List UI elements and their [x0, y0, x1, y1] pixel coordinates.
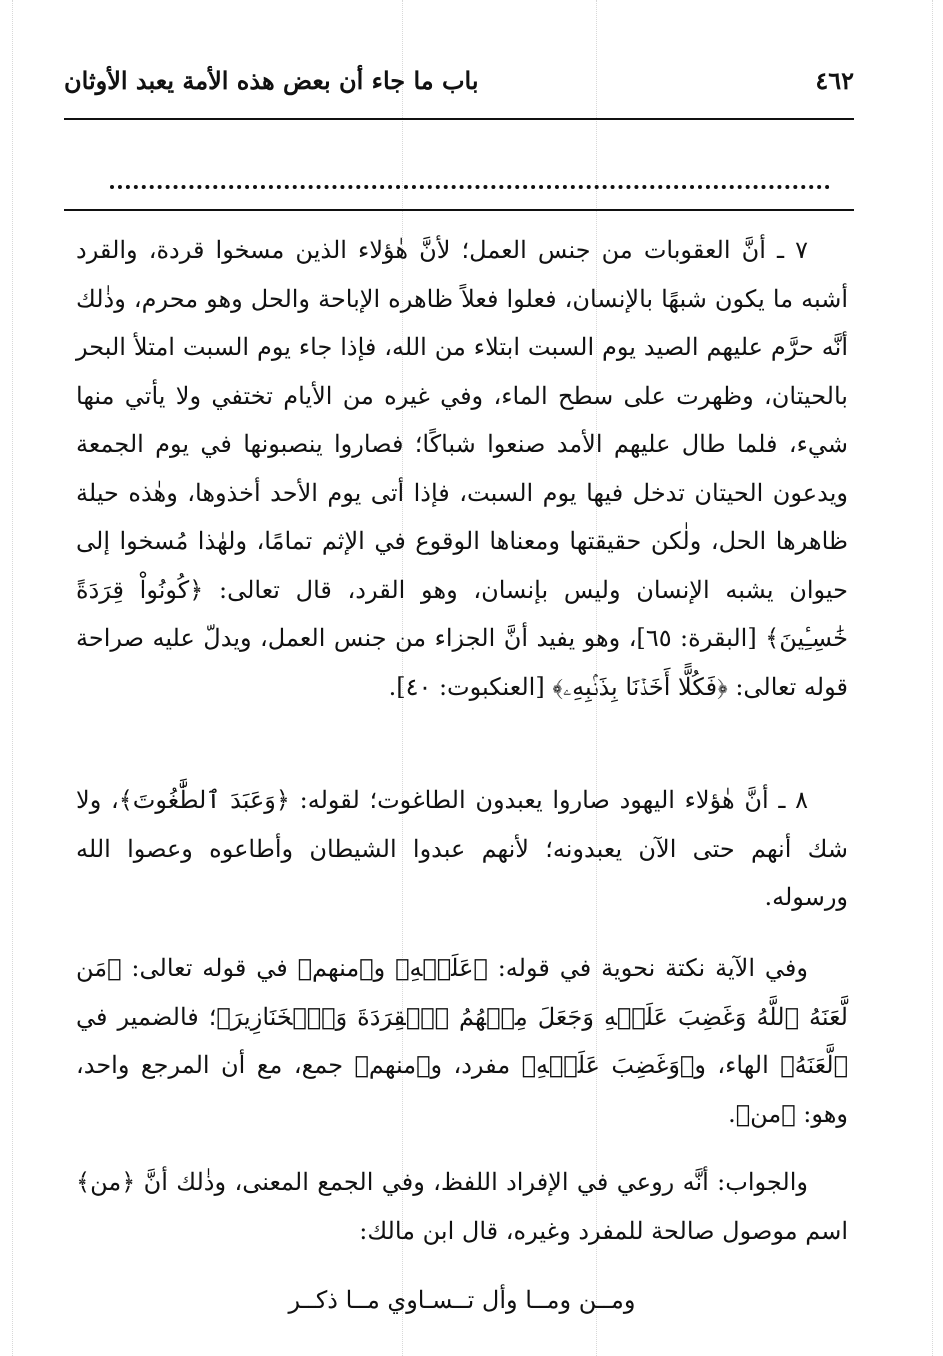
poetry-verse: ومــن ومــا وأل تــسـاوي مــا ذكــر [288, 1286, 636, 1314]
paragraph-7 [76, 226, 848, 711]
paragraph-text: وفي الآية نكتة نحوية في قوله: ﴿عَلَيۡهِ﴾ و﴿منهم﴾ في قوله تعالى: ﴿مَن لَّعَنَهُ ٱللَّهُ وَغَضِبَ عَلَيۡهِ وَجَعَلَ مِنۡهُمُ ٱلۡقِرَدَةَ وَٱلۡخَنَازِيرَ﴾؛ فالضمير في ﴿لَّعَنَهُ﴾ الهاء، و﴿وَغَضِبَ عَلَيۡهِ﴾ مفرد، و﴿منهم﴾ جمع، مع أن المرجع واحد، وهو: ﴿من﴾. [76, 954, 849, 1128]
paragraph-text: ٧ ـ أنَّ العقوبات من جنس العمل؛ لأنَّ هٰؤلاء الذين مسخوا قردة، والقرد أشبه ما يكون شبهًا بالإنسان، فعلوا فعلاً ظاهره الإباحة والحل وهو محرم، وذٰلك أنَّه حرَّم عليهم الصيد يوم السبت ابتلاء من الله، فإذا جاء يوم السبت امتلأ البحر بالحيتان، وظهرت على سطح الماء، وفي غيره من الأيام تختفي ولا يأتي منها شيء، فلما طال عليهم الأمد صنعوا شباكًا؛ فصاروا ينصبونها في يوم الجمعة ويدعون الحيتان تدخل فيها يوم السبت، فإذا أتى يوم الأحد أخذوها، وهٰذه حيلة ظاهرها الحل، ولٰكن حقيقتها ومعناها الوقوع في الإثم تمامًا، ولهٰذا مُسخوا إلى حيوان يشبه الإنسان وليس بإنسان، وهو القرد، قال تعالى: ﴿كُونُواْ قِرَدَةً خَٰسِـِٔينَ﴾ [البقرة: ٦٥]، وهو يفيد أنَّ الجزاء من جنس العمل، ويدلّ عليه صراحة قوله تعالى: ﴿فَكُلًّا أَخَذۡنَا بِذَنۢبِهِۦ﴾ [العنكبوت: ٤٠]. [76, 236, 848, 701]
paragraph-text: ٨ ـ أنَّ هٰؤلاء اليهود صاروا يعبدون الطاغوت؛ لقوله: ﴿وَعَبَدَ ٱلطَّٰغُوتَ﴾، ولا شك أنهم حتى الآن يعبدونه؛ لأنهم عبدوا الشيطان وأطاعوه وعصوا الله ورسوله. [76, 786, 848, 911]
chapter-title: باب ما جاء أن بعض هذه الأمة يعبد الأوثان [64, 65, 479, 95]
paragraph-text: والجواب: أنَّه روعي في الإفراد اللفظ، وفي الجمع المعنى، وذٰلك أنَّ ﴿من﴾ اسم موصول صالحة للمفرد وغيره، قال ابن مالك: [76, 1168, 848, 1245]
paragraph-answer [76, 1158, 848, 1255]
page-header [64, 52, 854, 108]
header-rule [64, 118, 854, 120]
scan-guide-line [12, 0, 13, 1356]
scan-guide-line [932, 0, 933, 1356]
dotted-separator [110, 155, 830, 189]
section-rule [64, 209, 854, 211]
paragraph-grammar-note [76, 944, 848, 1138]
paragraph-8 [76, 776, 848, 922]
page-number: ٤٦٢ [815, 65, 854, 95]
